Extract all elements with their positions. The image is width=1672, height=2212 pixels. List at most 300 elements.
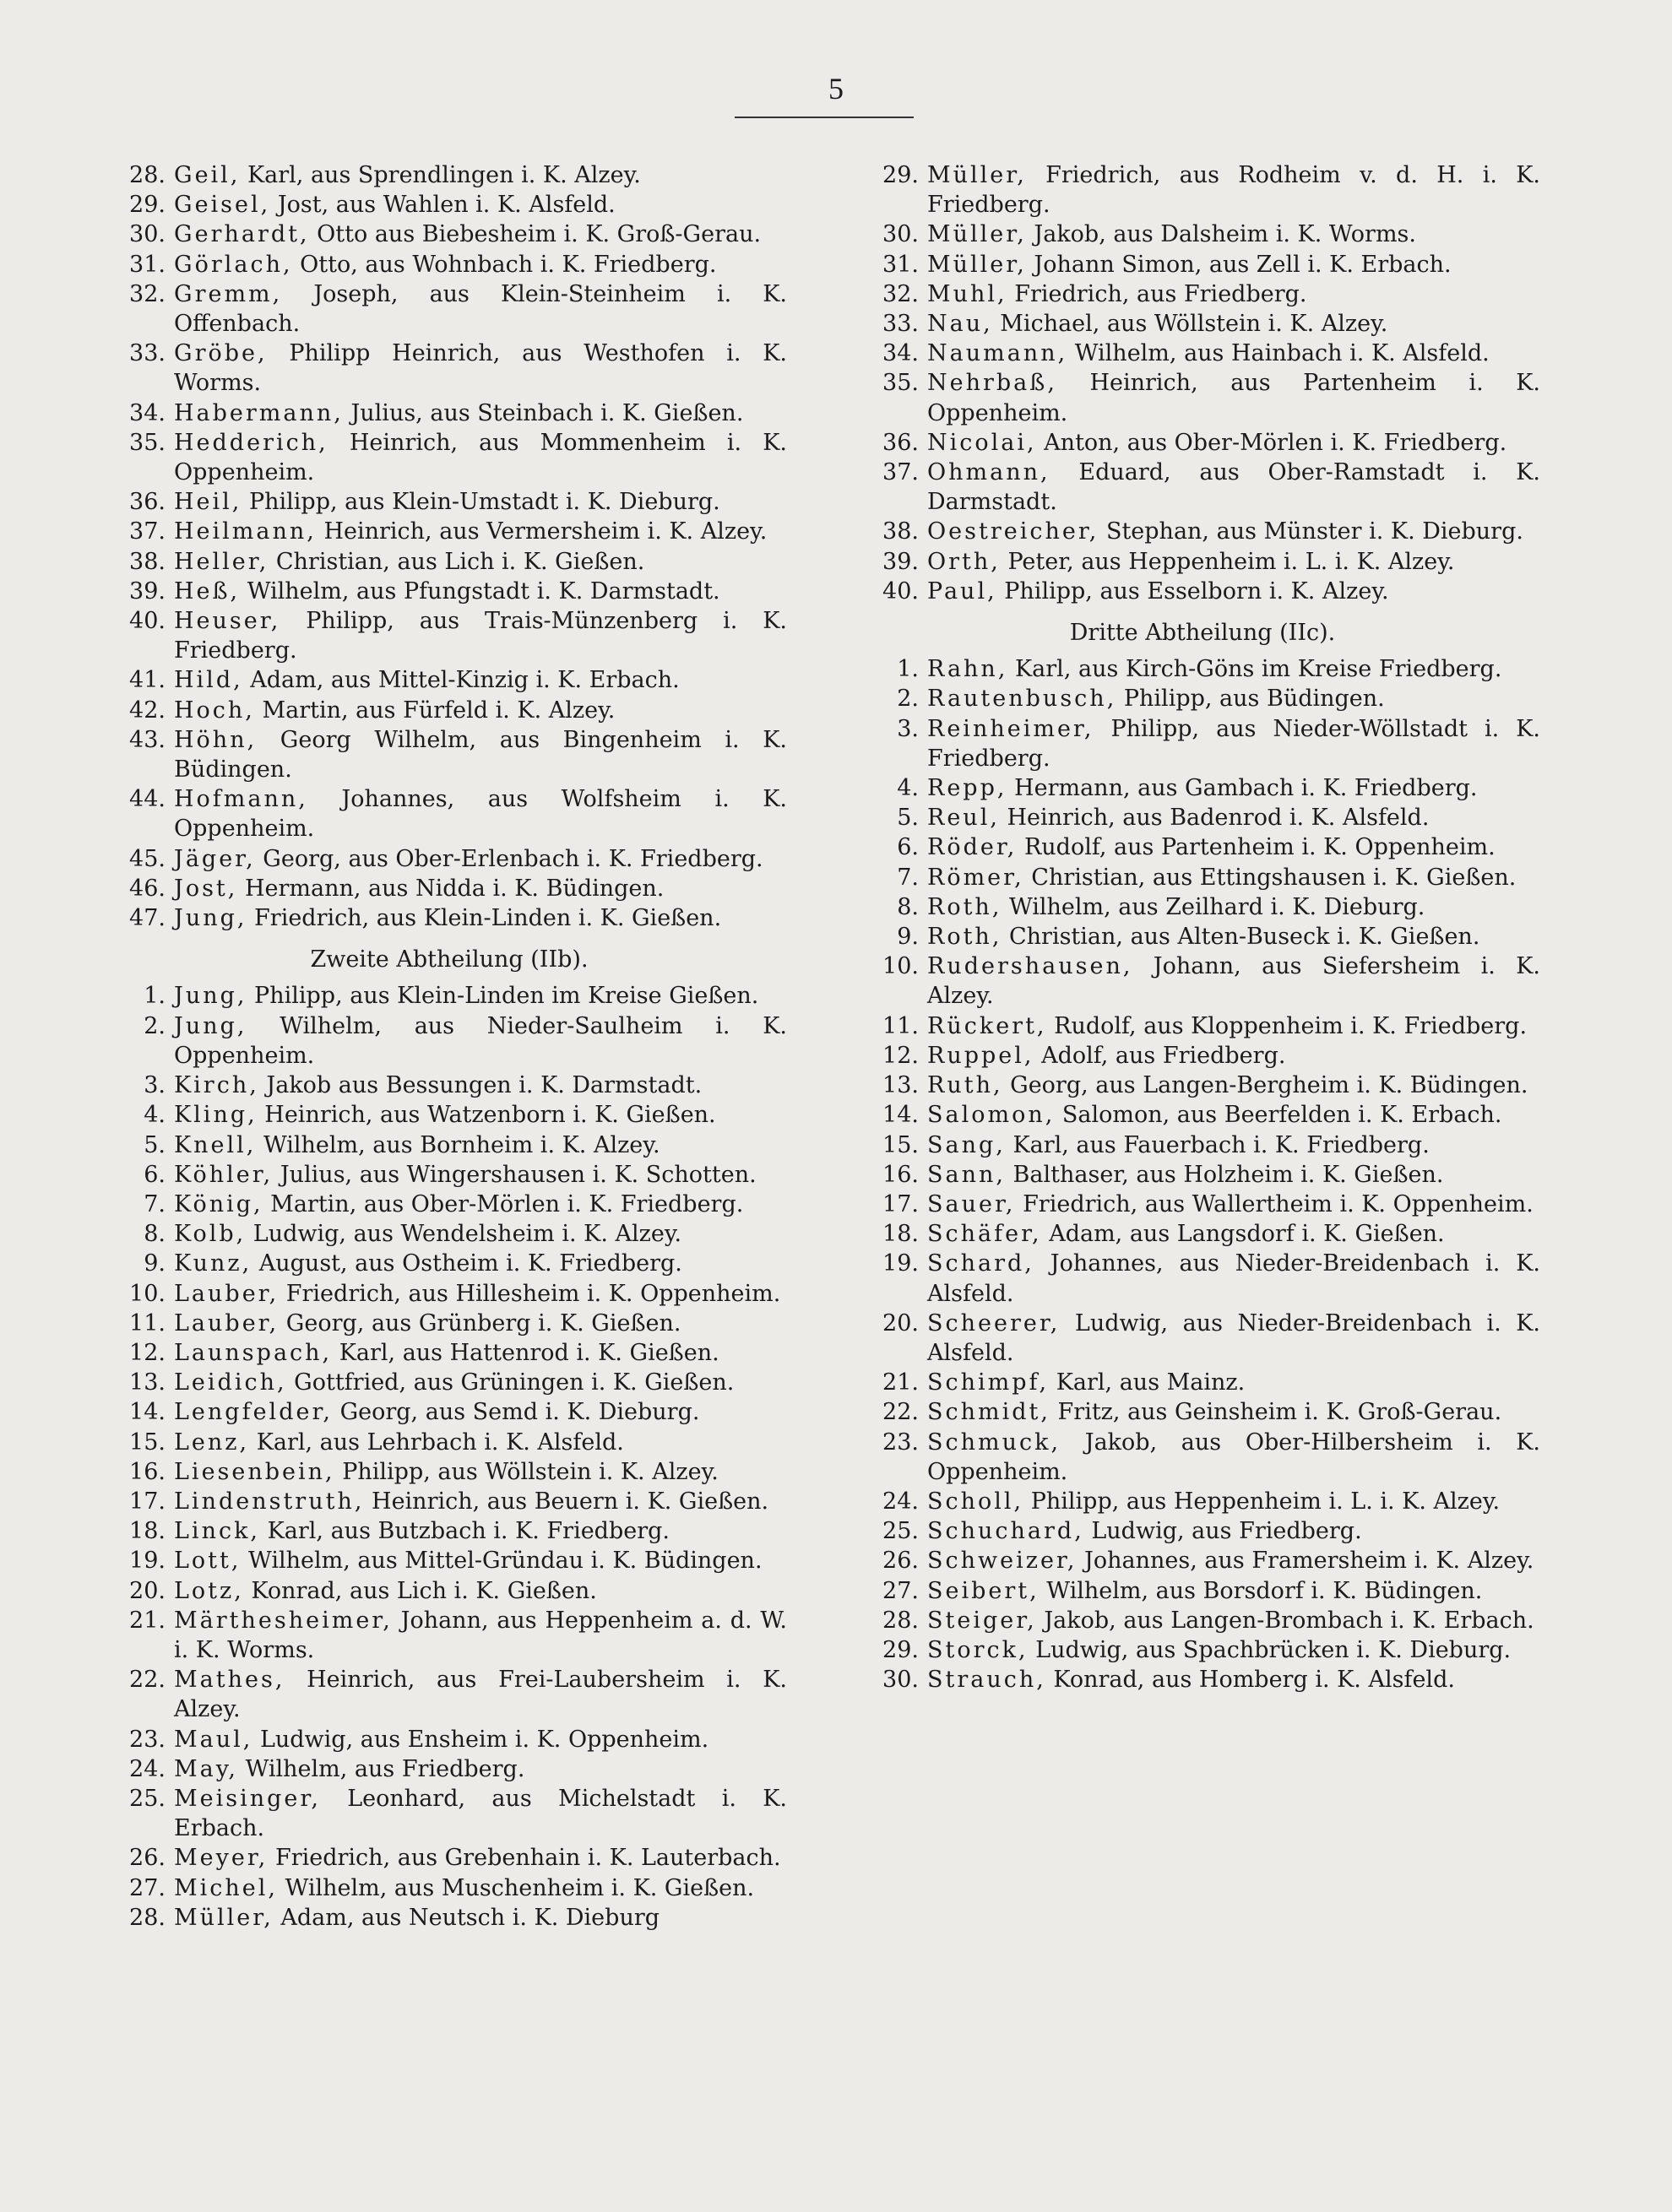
entry-number: 39. <box>129 577 166 605</box>
entry-surname: Müller, <box>927 162 1027 188</box>
list-item <box>111 1457 787 1487</box>
list-item <box>111 1903 787 1933</box>
entry-number: 27. <box>129 1874 166 1901</box>
entry-details: Julius, aus Steinbach i. K. Gießen. <box>343 399 744 426</box>
entry-number: 25. <box>129 1785 166 1812</box>
entry-details: Philipp, aus Nieder-Wöllstadt i. K. Friedberg. <box>927 715 1540 772</box>
entry-number: 3. <box>897 715 919 742</box>
entry-text <box>174 1279 787 1309</box>
list-item <box>111 874 787 903</box>
entry-number: 9. <box>144 1250 166 1277</box>
entry-number: 23. <box>882 1429 919 1456</box>
entry-details: Stephan, aus Münster i. K. Dieburg. <box>1099 518 1523 545</box>
entry-details: Christian, aus Lich i. K. Gießen. <box>269 548 645 575</box>
entry-details: Karl, aus Butzbach i. K. Friedberg. <box>260 1518 670 1545</box>
entry-details: Otto aus Biebesheim i. K. Groß-Gerau. <box>309 221 762 248</box>
list-item <box>865 339 1540 368</box>
entry-number: 30. <box>882 1667 919 1694</box>
iib-entry-list <box>111 981 787 1933</box>
entry-surname: Hofmann, <box>174 786 308 813</box>
entry-text <box>927 1516 1540 1546</box>
entry-details: Georg, aus Langen-Bergheim i. K. Büdingen. <box>1002 1072 1528 1099</box>
entry-text <box>927 1130 1540 1160</box>
entry-number: 29. <box>882 162 919 188</box>
list-item <box>865 684 1540 713</box>
list-item <box>865 309 1540 339</box>
entry-number: 24. <box>129 1755 166 1782</box>
list-item <box>865 1368 1540 1397</box>
entry-surname: Storck, <box>927 1636 1029 1663</box>
entry-surname: Reul, <box>927 805 1000 832</box>
entry-text <box>174 428 787 487</box>
entry-text <box>174 1873 787 1903</box>
entry-number: 22. <box>882 1399 919 1426</box>
entry-number: 10. <box>882 953 919 980</box>
entry-number: 18. <box>129 1518 166 1545</box>
entry-surname: Sauer, <box>927 1190 1016 1217</box>
entry-text <box>927 951 1540 1011</box>
list-item <box>865 368 1540 427</box>
list-item <box>865 1546 1540 1575</box>
entry-number: 4. <box>897 775 919 802</box>
entry-surname: Lenz, <box>174 1429 250 1456</box>
list-item <box>111 1249 787 1278</box>
entry-text <box>174 1725 787 1754</box>
entry-number: 13. <box>882 1072 919 1099</box>
entry-details: Fritz, aus Geinsheim i. K. Groß-Gerau. <box>1050 1399 1502 1426</box>
entry-surname: Launspach, <box>174 1339 333 1366</box>
entry-number: 44. <box>129 786 166 813</box>
entry-details: Friedrich, aus Wallertheim i. K. Oppenheim. <box>1015 1190 1534 1217</box>
list-item <box>865 1249 1540 1308</box>
entry-details: Anton, aus Ober-Mörlen i. K. Friedberg. <box>1036 429 1507 456</box>
list-item <box>111 1725 787 1754</box>
list-item <box>111 250 787 279</box>
entry-text <box>927 1190 1540 1219</box>
entry-details: Adam, aus Mittel-Kinzig i. K. Erbach. <box>242 667 680 694</box>
left-entry-list <box>111 160 787 933</box>
entry-number: 11. <box>129 1309 166 1336</box>
list-item <box>111 398 787 428</box>
list-item <box>111 1071 787 1100</box>
entry-details: Heinrich, aus Frei-Laubersheim i. K. Alzey. <box>174 1667 787 1723</box>
entry-text <box>174 1309 787 1338</box>
list-item <box>111 1100 787 1130</box>
entry-number: 45. <box>129 845 166 872</box>
entry-surname: Liesenbein, <box>174 1458 335 1485</box>
entry-surname: Lengfelder, <box>174 1399 333 1426</box>
list-item <box>111 725 787 784</box>
entry-text <box>927 309 1540 339</box>
entry-details: Heinrich, aus Mommenheim i. K. Oppenheim. <box>174 429 787 486</box>
entry-surname: Mathes, <box>174 1667 285 1694</box>
entry-text <box>174 1190 787 1219</box>
entry-details: Ludwig, aus Nieder-Breidenbach i. K. Alsfeld. <box>927 1309 1540 1366</box>
entry-surname: Linck, <box>174 1518 261 1545</box>
entry-number: 21. <box>882 1369 919 1396</box>
entry-text <box>927 1665 1540 1694</box>
entry-details: Karl, aus Fauerbach i. K. Friedberg. <box>1005 1131 1430 1158</box>
entry-number: 24. <box>882 1488 919 1515</box>
list-item <box>111 1279 787 1309</box>
entry-number: 32. <box>882 280 919 307</box>
list-item <box>865 428 1540 458</box>
entry-number: 5. <box>144 1131 166 1158</box>
entry-surname: Sang, <box>927 1131 1006 1158</box>
entry-number: 32. <box>129 280 166 307</box>
entry-text <box>927 654 1540 684</box>
entry-text <box>174 784 787 843</box>
entry-number: 15. <box>129 1429 166 1456</box>
entry-text <box>174 1516 787 1546</box>
entry-details: Johannes, aus Framersheim i. K. Alzey. <box>1077 1548 1534 1575</box>
entry-number: 11. <box>882 1012 919 1039</box>
entry-surname: Orth, <box>927 548 1001 575</box>
entry-text <box>927 1546 1540 1575</box>
entry-surname: Leidich, <box>174 1369 287 1396</box>
entry-number: 6. <box>897 834 919 861</box>
entry-text <box>927 1100 1540 1130</box>
entry-details: Wilhelm, aus Friedberg. <box>238 1755 525 1782</box>
entry-text <box>174 1784 787 1843</box>
entry-text <box>927 160 1540 220</box>
entry-surname: Kunz, <box>174 1250 252 1277</box>
list-item <box>865 577 1540 606</box>
list-item <box>111 220 787 249</box>
list-item <box>865 892 1540 922</box>
list-item <box>111 1309 787 1338</box>
entry-details: Ludwig, aus Wendelsheim i. K. Alzey. <box>246 1221 682 1248</box>
entry-surname: Knell, <box>174 1131 257 1158</box>
entry-details: Wilhelm, aus Pfungstadt i. K. Darmstadt. <box>240 577 720 605</box>
entry-details: Johannes, aus Wolfsheim i. K. Oppenheim. <box>174 786 787 843</box>
entry-text <box>174 1754 787 1784</box>
entry-text <box>174 1428 787 1457</box>
entry-details: Georg Wilhelm, aus Bingenheim i. K. Büdingen. <box>174 726 787 783</box>
list-item <box>865 547 1540 577</box>
entry-text <box>927 250 1540 279</box>
entry-details: Martin, aus Fürfeld i. K. Alzey. <box>254 697 616 724</box>
list-item <box>111 696 787 725</box>
entry-number: 29. <box>129 192 166 219</box>
entry-text <box>927 1219 1540 1249</box>
entry-details: Peter, aus Heppenheim i. L. i. K. Alzey. <box>1000 548 1455 575</box>
entry-details: Jakob, aus Ober-Hilbersheim i. K. Oppenheim. <box>927 1429 1540 1485</box>
entry-surname: Heuser, <box>174 608 281 635</box>
list-item <box>865 1309 1540 1368</box>
entry-text <box>174 696 787 725</box>
list-item <box>111 784 787 843</box>
list-item <box>865 1397 1540 1427</box>
entry-surname: Jung, <box>174 905 247 932</box>
list-item <box>111 981 787 1011</box>
entry-text <box>927 1428 1540 1487</box>
entry-surname: Schmidt, <box>927 1399 1050 1426</box>
entry-text <box>174 279 787 339</box>
entry-number: 37. <box>882 459 919 486</box>
entry-surname: Roth, <box>927 893 1002 920</box>
entry-number: 47. <box>129 905 166 932</box>
entry-text <box>174 903 787 933</box>
entry-text <box>927 803 1540 832</box>
list-item <box>865 1130 1540 1160</box>
entry-number: 19. <box>882 1250 919 1277</box>
list-item <box>865 220 1540 249</box>
entry-surname: Jung, <box>174 983 247 1010</box>
entry-surname: Lotz, <box>174 1577 244 1604</box>
entry-surname: Rautenbusch, <box>927 686 1117 713</box>
list-item <box>865 1219 1540 1249</box>
entry-text <box>927 1606 1540 1635</box>
list-item <box>865 1516 1540 1546</box>
entry-number: 20. <box>882 1309 919 1336</box>
list-item <box>111 428 787 487</box>
entry-surname: Hedderich, <box>174 429 328 456</box>
list-item <box>111 903 787 933</box>
entry-number: 30. <box>882 221 919 248</box>
entry-number: 2. <box>144 1012 166 1039</box>
entry-details: Eduard, aus Ober-Ramstadt i. K. Darmstadt. <box>927 459 1540 516</box>
entry-surname: Heilmann, <box>174 518 317 545</box>
list-item <box>111 160 787 190</box>
list-item <box>111 1873 787 1903</box>
list-item <box>865 250 1540 279</box>
entry-text <box>927 922 1540 951</box>
entry-surname: Muhl, <box>927 280 1007 307</box>
entry-text <box>174 1219 787 1249</box>
list-item <box>111 279 787 339</box>
entry-details: Adolf, aus Friedberg. <box>1034 1042 1286 1069</box>
entry-text <box>174 665 787 695</box>
entry-number: 46. <box>129 875 166 902</box>
entry-surname: Lauber, <box>174 1280 280 1307</box>
entry-text <box>927 1071 1540 1100</box>
entry-text <box>174 1160 787 1190</box>
entry-text <box>174 160 787 190</box>
entry-number: 25. <box>882 1518 919 1545</box>
entry-number: 38. <box>129 548 166 575</box>
entry-surname: Märthesheimer, <box>174 1607 393 1634</box>
entry-number: 14. <box>882 1102 919 1129</box>
list-item <box>865 654 1540 684</box>
entry-text <box>174 1546 787 1575</box>
entry-surname: Jung, <box>174 1012 247 1039</box>
entry-text <box>927 220 1540 249</box>
entry-number: 20. <box>129 1577 166 1604</box>
list-item <box>865 922 1540 951</box>
entry-surname: Nehrbaß, <box>927 370 1057 397</box>
entry-number: 19. <box>129 1548 166 1575</box>
entry-surname: Lauber, <box>174 1309 280 1336</box>
entry-surname: Repp, <box>927 775 1007 802</box>
entry-details: Jakob, aus Langen-Brombach i. K. Erbach. <box>1036 1607 1534 1634</box>
entry-details: Rudolf, aus Kloppenheim i. K. Friedberg. <box>1046 1012 1528 1039</box>
list-item <box>111 547 787 577</box>
entry-details: Friedrich, aus Grebenhain i. K. Lauterbach. <box>268 1845 781 1872</box>
section-heading-iib: Zweite Abtheilung (IIb). <box>310 946 589 973</box>
entry-surname: Köhler, <box>174 1161 274 1188</box>
entry-details: Adam, aus Langsdorf i. K. Gießen. <box>1041 1221 1445 1248</box>
entry-details: Georg, aus Grünberg i. K. Gießen. <box>279 1309 681 1336</box>
entry-text <box>927 279 1540 309</box>
list-item <box>111 606 787 665</box>
entry-text <box>174 981 787 1011</box>
entry-number: 18. <box>882 1221 919 1248</box>
entry-number: 21. <box>129 1607 166 1634</box>
entry-number: 2. <box>897 686 919 713</box>
entry-surname: Gerhardt, <box>174 221 310 248</box>
entry-surname: Hild, <box>174 667 243 694</box>
entry-details: Heinrich, aus Beuern i. K. Gießen. <box>364 1488 769 1515</box>
entry-details: Karl, aus Mainz. <box>1049 1369 1246 1396</box>
list-item <box>865 1428 1540 1487</box>
entry-details: Heinrich, aus Partenheim i. K. Oppenheim. <box>927 370 1540 426</box>
entry-surname: Rudershausen, <box>927 953 1133 980</box>
entry-details: Georg, aus Ober-Erlenbach i. K. Friedberg. <box>255 845 763 872</box>
entry-text <box>927 773 1540 803</box>
list-item <box>111 1754 787 1784</box>
list-item <box>865 458 1540 517</box>
entry-details: Julius, aus Wingershausen i. K. Schotten. <box>273 1161 757 1188</box>
entry-surname: Schmuck, <box>927 1429 1061 1456</box>
entry-number: 35. <box>882 370 919 397</box>
entry-number: 27. <box>882 1577 919 1604</box>
entry-surname: Rückert, <box>927 1012 1047 1039</box>
list-item <box>865 832 1540 862</box>
entry-details: Karl, aus Kirch-Göns im Kreise Friedberg. <box>1007 656 1502 683</box>
list-item <box>111 487 787 517</box>
entry-surname: Müller, <box>174 1904 274 1931</box>
list-item <box>111 190 787 220</box>
entry-number: 15. <box>882 1131 919 1158</box>
entry-details: Friedrich, aus Klein-Linden i. K. Gießen. <box>247 905 722 932</box>
entry-text <box>174 1071 787 1100</box>
entry-surname: Schuchard, <box>927 1518 1084 1545</box>
entry-details: Philipp, aus Trais-Münzenberg i. K. Friedberg. <box>174 608 787 664</box>
entry-text <box>174 250 787 279</box>
list-item <box>865 1190 1540 1219</box>
entry-surname: Jäger, <box>174 845 256 872</box>
entry-text <box>927 1011 1540 1041</box>
entry-details: Philipp, aus Klein-Linden im Kreise Gießen. <box>247 983 759 1010</box>
entry-text <box>927 1249 1540 1308</box>
entry-surname: Kirch, <box>174 1072 259 1099</box>
entry-details: Balthaser, aus Holzheim i. K. Gießen. <box>1005 1161 1444 1188</box>
entry-surname: Gremm, <box>174 280 283 307</box>
entry-surname: Römer, <box>927 864 1024 891</box>
entry-text <box>174 1457 787 1487</box>
list-item <box>111 1368 787 1397</box>
entry-number: 34. <box>129 399 166 426</box>
entry-surname: Sann, <box>927 1161 1006 1188</box>
entry-number: 30. <box>129 221 166 248</box>
list-item <box>865 714 1540 773</box>
list-item <box>865 951 1540 1011</box>
entry-details: Philipp, aus Büdingen. <box>1116 686 1385 713</box>
entry-number: 10. <box>129 1280 166 1307</box>
entry-number: 35. <box>129 429 166 456</box>
entry-text <box>927 832 1540 862</box>
entry-text <box>927 1487 1540 1516</box>
entry-surname: Nicolai, <box>927 429 1037 456</box>
entry-number: 22. <box>129 1667 166 1694</box>
entry-text <box>927 684 1540 713</box>
list-item <box>865 1665 1540 1694</box>
entry-text <box>174 1665 787 1724</box>
list-item <box>865 803 1540 832</box>
list-item <box>865 1160 1540 1190</box>
entry-details: Wilhelm, aus Hainbach i. K. Alsfeld. <box>1067 340 1490 367</box>
entry-text <box>927 1041 1540 1071</box>
entry-text <box>927 1576 1540 1606</box>
entry-details: Philipp, aus Klein-Umstadt i. K. Dieburg. <box>242 489 720 516</box>
entry-number: 16. <box>129 1458 166 1485</box>
entry-number: 36. <box>129 489 166 516</box>
entry-surname: Salomon, <box>927 1102 1056 1129</box>
entry-surname: Maul, <box>174 1726 253 1753</box>
entry-text <box>174 844 787 874</box>
entry-surname: Ruppel, <box>927 1042 1034 1069</box>
entry-text <box>174 1397 787 1427</box>
entry-details: Jost, aus Wahlen i. K. Alsfeld. <box>270 192 616 219</box>
entry-details: Heinrich, aus Vermersheim i. K. Alzey. <box>316 518 768 545</box>
entry-number: 31. <box>129 251 166 278</box>
list-item <box>865 1071 1540 1100</box>
entry-number: 16. <box>882 1161 919 1188</box>
entry-text <box>174 1606 787 1665</box>
entry-text <box>174 487 787 517</box>
entry-surname: Nau, <box>927 311 993 338</box>
entry-text <box>927 1368 1540 1397</box>
entry-surname: Seibert, <box>927 1577 1040 1604</box>
entry-details: Ludwig, aus Ensheim i. K. Oppenheim. <box>252 1726 709 1753</box>
entry-text <box>174 339 787 398</box>
list-item <box>111 1516 787 1546</box>
list-item <box>111 1160 787 1190</box>
left-column <box>111 160 787 1933</box>
entry-text <box>927 1397 1540 1427</box>
entry-details: Jakob aus Bessungen i. K. Darmstadt. <box>258 1072 703 1099</box>
entry-number: 14. <box>129 1399 166 1426</box>
entry-number: 28. <box>129 162 166 188</box>
entry-details: Heinrich, aus Badenrod i. K. Alsfeld. <box>999 805 1430 832</box>
entry-surname: Reinheimer, <box>927 715 1094 742</box>
list-item <box>111 1546 787 1575</box>
entry-number: 17. <box>129 1488 166 1515</box>
entry-text <box>174 1368 787 1397</box>
entry-surname: Scholl, <box>927 1488 1024 1515</box>
list-item <box>111 1338 787 1368</box>
entry-details: Christian, aus Alten-Buseck i. K. Gießen. <box>1002 924 1480 951</box>
entry-number: 29. <box>882 1636 919 1663</box>
entry-number: 31. <box>882 251 919 278</box>
entry-text <box>174 725 787 784</box>
iic-entry-list <box>865 654 1540 1694</box>
entry-number: 41. <box>129 667 166 694</box>
entry-details: Philipp Heinrich, aus Westhofen i. K. Worms. <box>174 340 787 397</box>
page-number: 5 <box>828 72 844 106</box>
entry-text <box>927 368 1540 427</box>
entry-details: Johann Simon, aus Zell i. K. Erbach. <box>1026 251 1452 278</box>
list-item <box>111 1219 787 1249</box>
entry-number: 34. <box>882 340 919 367</box>
entry-details: Martin, aus Ober-Mörlen i. K. Friedberg. <box>263 1190 744 1217</box>
entry-details: Konrad, aus Lich i. K. Gießen. <box>243 1577 597 1604</box>
entry-surname: Kling, <box>174 1102 258 1129</box>
list-item <box>111 1190 787 1219</box>
list-item <box>111 517 787 546</box>
entry-surname: Lott, <box>174 1548 242 1575</box>
